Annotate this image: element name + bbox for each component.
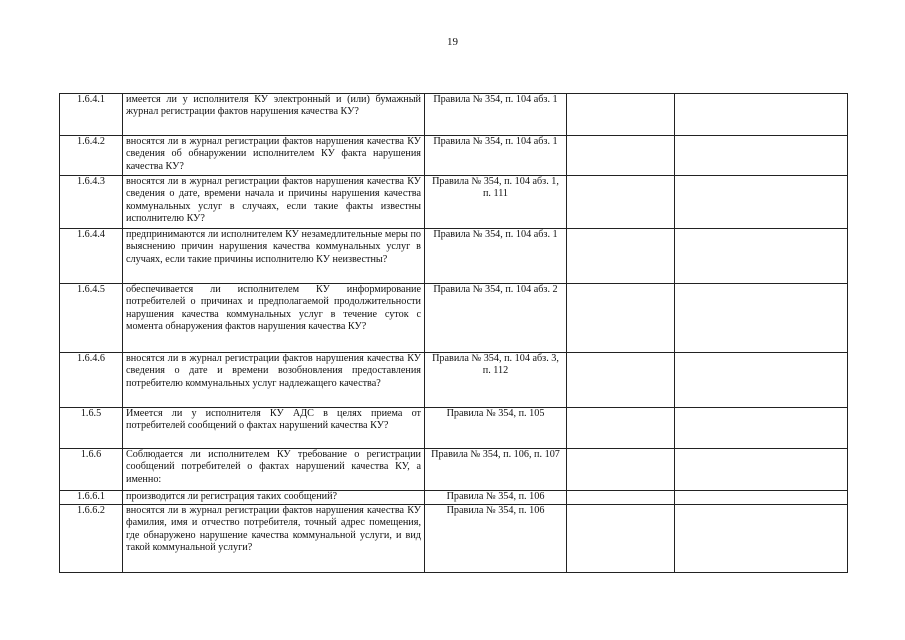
checklist-table <box>59 93 848 573</box>
item-number: 1.6.4.5 <box>60 284 123 353</box>
note-cell <box>675 136 848 176</box>
answer-cell <box>567 449 675 491</box>
note-cell <box>675 94 848 136</box>
legal-reference: Правила № 354, п. 104 абз. 1 <box>425 94 567 136</box>
answer-cell <box>567 408 675 449</box>
question-text: предпринимаются ли исполнителем КУ незамедлительные меры по выяснению причин нарушения качества коммунальных услуг в случаях, если такие причины исполнителю КУ неизвестны? <box>123 229 425 284</box>
table-row <box>60 408 848 449</box>
item-number: 1.6.4.4 <box>60 229 123 284</box>
note-cell <box>675 229 848 284</box>
answer-cell <box>567 284 675 353</box>
item-number: 1.6.4.1 <box>60 94 123 136</box>
table-row <box>60 136 848 176</box>
answer-cell <box>567 94 675 136</box>
table-row <box>60 229 848 284</box>
table-row <box>60 176 848 229</box>
question-text: вносятся ли в журнал регистрации фактов нарушения качества КУ сведения о дате, времени начала и причины нарушения качества коммунальных услуг в случаях, если такие факты известны исполнителю КУ? <box>123 176 425 229</box>
table-row <box>60 491 848 505</box>
item-number: 1.6.6 <box>60 449 123 491</box>
item-number: 1.6.4.3 <box>60 176 123 229</box>
question-text: Соблюдается ли исполнителем КУ требование о регистрации сообщений потребителей о фактах нарушений качества КУ, а именно: <box>123 449 425 491</box>
question-text: вносятся ли в журнал регистрации фактов нарушения качества КУ фамилия, имя и отчество потребителя, точный адрес помещения, где обнаружено нарушение качества коммунальной услуги, и вид такой коммунальной услуги? <box>123 505 425 573</box>
table-row <box>60 284 848 353</box>
page-number: 19 <box>447 36 458 48</box>
answer-cell <box>567 136 675 176</box>
legal-reference: Правила № 354, п. 104 абз. 1 <box>425 136 567 176</box>
item-number: 1.6.4.6 <box>60 353 123 408</box>
item-number: 1.6.6.1 <box>60 491 123 505</box>
answer-cell <box>567 229 675 284</box>
note-cell <box>675 491 848 505</box>
item-number: 1.6.6.2 <box>60 505 123 573</box>
answer-cell <box>567 176 675 229</box>
item-number: 1.6.5 <box>60 408 123 449</box>
note-cell <box>675 284 848 353</box>
legal-reference: Правила № 354, п. 106 <box>425 491 567 505</box>
answer-cell <box>567 505 675 573</box>
table-row <box>60 449 848 491</box>
table-row <box>60 353 848 408</box>
legal-reference: Правила № 354, п. 106 <box>425 505 567 573</box>
question-text: имеется ли у исполнителя КУ электронный и (или) бумажный журнал регистрации фактов нарушения качества КУ? <box>123 94 425 136</box>
answer-cell <box>567 491 675 505</box>
legal-reference: Правила № 354, п. 106, п. 107 <box>425 449 567 491</box>
legal-reference: Правила № 354, п. 105 <box>425 408 567 449</box>
question-text: производится ли регистрация таких сообщений? <box>123 491 425 505</box>
legal-reference: Правила № 354, п. 104 абз. 1 <box>425 229 567 284</box>
legal-reference: Правила № 354, п. 104 абз. 2 <box>425 284 567 353</box>
legal-reference: Правила № 354, п. 104 абз. 1, п. 111 <box>425 176 567 229</box>
question-text: обеспечивается ли исполнителем КУ информирование потребителей о причинах и предполагаемой продолжительности нарушения качества коммунальных услуг в течение суток с момента обнаружения фактов нарушения качества КУ? <box>123 284 425 353</box>
table-row <box>60 94 848 136</box>
note-cell <box>675 176 848 229</box>
note-cell <box>675 505 848 573</box>
answer-cell <box>567 353 675 408</box>
legal-reference: Правила № 354, п. 104 абз. 3, п. 112 <box>425 353 567 408</box>
note-cell <box>675 353 848 408</box>
question-text: Имеется ли у исполнителя КУ АДС в целях приема от потребителей сообщений о фактах нарушений качества КУ? <box>123 408 425 449</box>
note-cell <box>675 408 848 449</box>
question-text: вносятся ли в журнал регистрации фактов нарушения качества КУ сведения о дате и времени возобновления предоставления потребителю коммунальных услуг надлежащего качества? <box>123 353 425 408</box>
question-text: вносятся ли в журнал регистрации фактов нарушения качества КУ сведения об обнаружении исполнителем КУ факта нарушения качества КУ? <box>123 136 425 176</box>
item-number: 1.6.4.2 <box>60 136 123 176</box>
note-cell <box>675 449 848 491</box>
table-row <box>60 505 848 573</box>
